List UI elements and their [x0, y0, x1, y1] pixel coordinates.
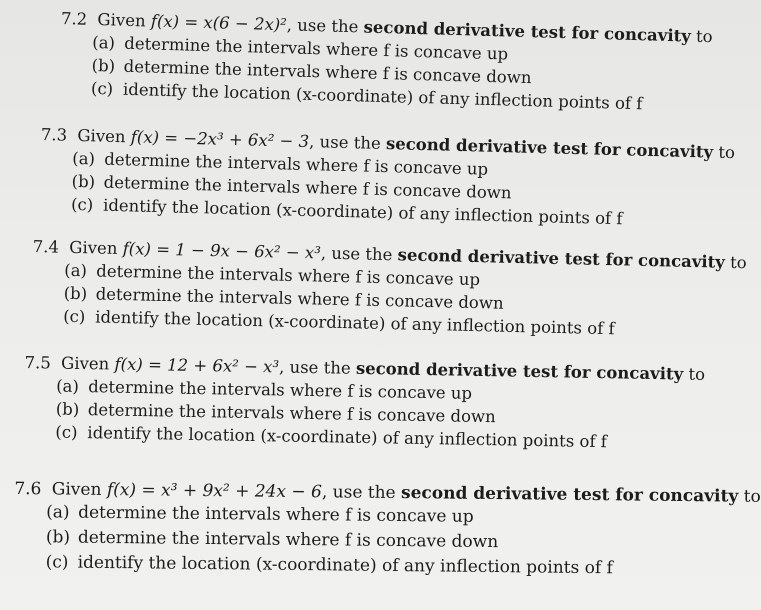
instruction-prefix: , use the	[321, 482, 396, 503]
instruction-suffix: to	[695, 26, 713, 47]
instruction-prefix: , use the	[278, 357, 351, 378]
part-a: (a) determine the intervals where f is concave up	[64, 260, 481, 290]
instruction-bold: second derivative test for concavity	[400, 483, 739, 507]
instruction-bold: second derivative test for concavity	[363, 17, 692, 46]
function-expression: f(x) = −2x³ + 6x² − 3	[130, 127, 310, 152]
part-c: (c) identify the location (x-coordinate) of any inflection points of f	[90, 78, 643, 114]
function-expression: f(x) = 1 − 9x − 6x² − x³	[122, 239, 322, 263]
problem-number: 7.6	[14, 479, 42, 500]
instruction-bold: second derivative test for concavity	[385, 134, 714, 162]
part-b: (b) determine the intervals where f is concave down	[55, 399, 496, 427]
part-b: (b) determine the intervals where f is concave down	[45, 527, 499, 553]
function-expression: f(x) = x(6 − 2x)²	[150, 11, 288, 35]
part-a: (a) determine the intervals where f is concave up	[72, 148, 489, 179]
part-b: (b) determine the intervals where f is concave down	[71, 171, 512, 203]
part-a: (a) determine the intervals where f is concave up	[92, 32, 509, 64]
function-expression: f(x) = 12 + 6x² − x³	[114, 354, 280, 377]
instruction-prefix: , use the	[308, 132, 381, 153]
problem-7-3	[39, 124, 735, 233]
problem-number: 7.2	[60, 9, 88, 29]
part-b: (b) determine the intervals where f is concave down	[63, 283, 504, 313]
part-b: (b) determine the intervals where f is concave down	[91, 55, 532, 88]
part-c: (c) identify the location (x-coordinate) of any inflection points of f	[45, 552, 614, 579]
instruction-bold: second derivative test for concavity	[355, 358, 684, 384]
instruction-prefix: , use the	[320, 243, 393, 265]
problem-number: 7.5	[24, 353, 52, 373]
given-word: Given	[77, 125, 126, 147]
instruction-suffix: to	[688, 364, 706, 384]
part-a: (a) determine the intervals where f is concave up	[46, 502, 474, 527]
instruction-suffix: to	[743, 486, 761, 507]
function-expression: f(x) = x³ + 9x² + 24x − 6	[106, 479, 322, 503]
given-word: Given	[69, 237, 118, 258]
given-word: Given	[60, 353, 110, 374]
problem-7-2	[59, 8, 713, 117]
instruction-suffix: to	[718, 142, 736, 163]
problem-7-4	[31, 236, 747, 343]
problem-7-6	[13, 478, 760, 583]
part-c: (c) identify the location (x-coordinate) of any inflection points of f	[63, 306, 615, 339]
instruction-bold: second derivative test for concavity	[397, 245, 726, 272]
problem-number: 7.4	[32, 237, 60, 257]
given-word: Given	[51, 479, 102, 500]
problem-7-5	[23, 352, 705, 455]
part-c: (c) identify the location (x-coordinate) of any inflection points of f	[70, 194, 623, 229]
problem-number: 7.3	[40, 125, 68, 145]
part-c: (c) identify the location (x-coordinate) of any inflection points of f	[55, 422, 608, 452]
instruction-prefix: , use the	[286, 15, 359, 37]
instruction-suffix: to	[729, 252, 747, 273]
given-word: Given	[97, 10, 146, 31]
part-a: (a) determine the intervals where f is concave up	[56, 376, 473, 403]
